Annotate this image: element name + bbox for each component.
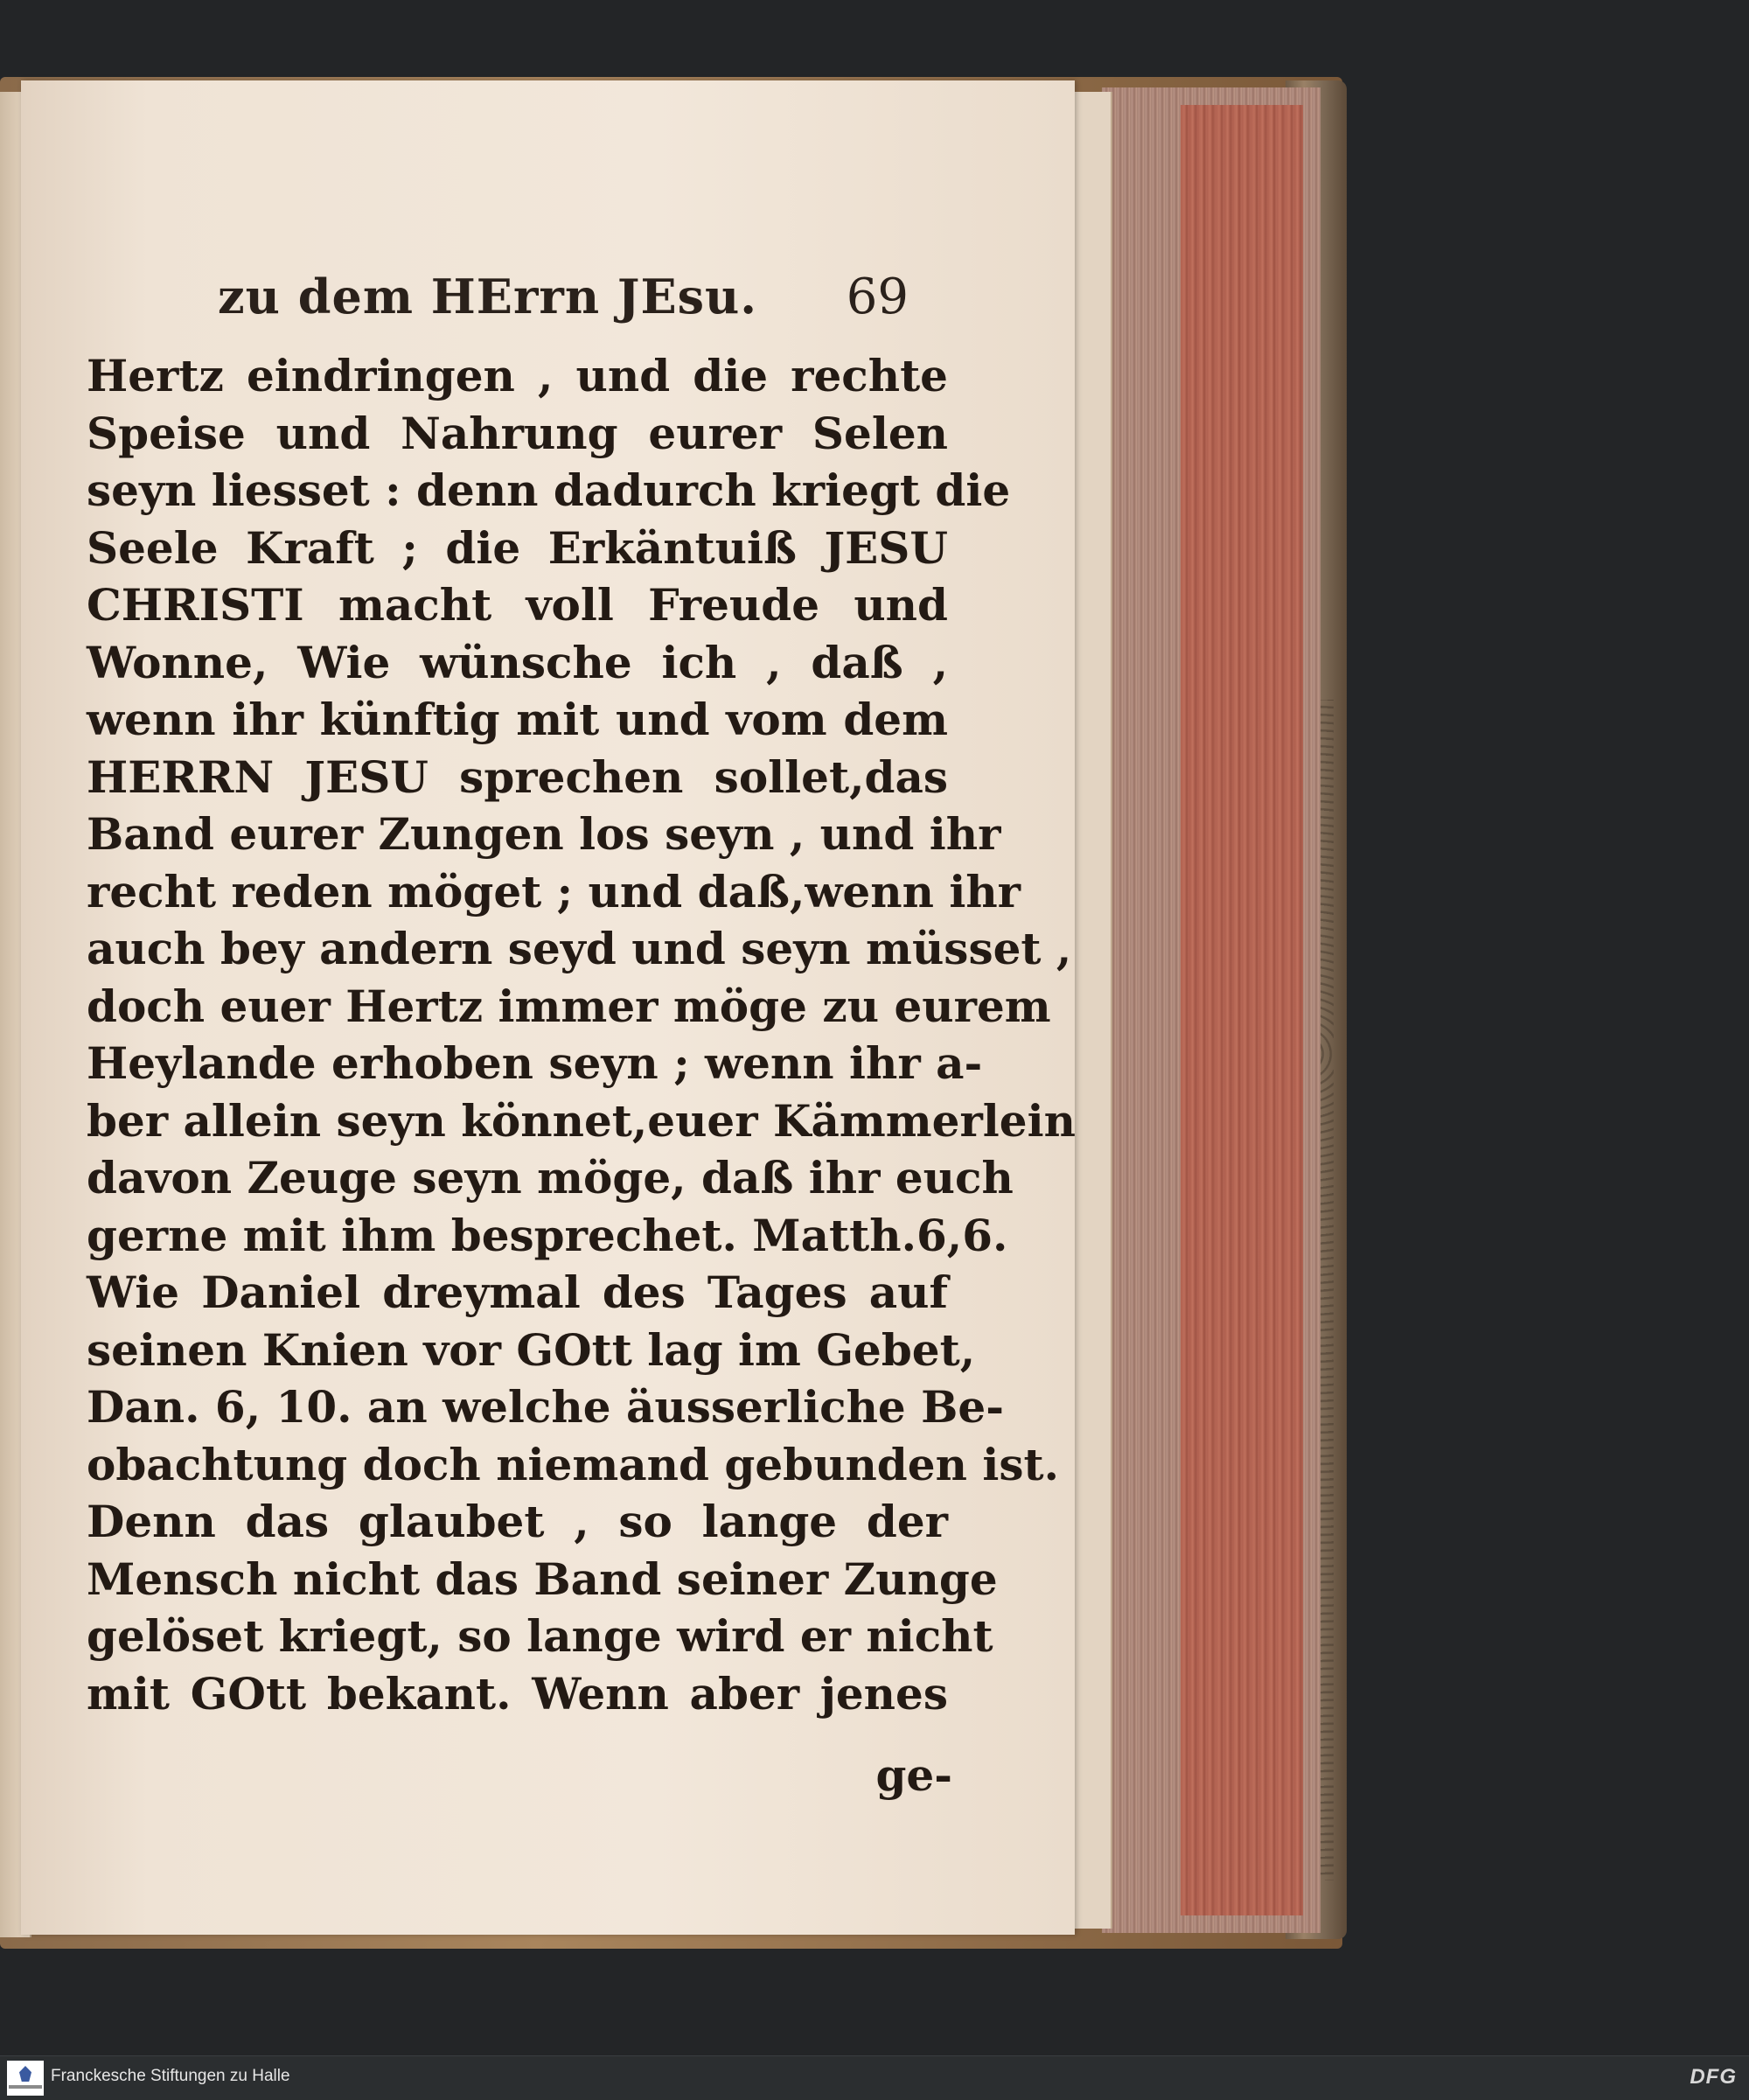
text-line: gelöset kriegt, so lange wird er nicht [87,1610,993,1662]
text-line: Speise und Nahrung eurer Selen [87,407,948,459]
text-line: davon Zeuge seyn möge, daß ihr euch [87,1152,1014,1203]
running-head [218,269,909,330]
page-edge [1071,92,1112,1929]
text-line: Denn das glaubet , so lange der [87,1496,948,1547]
book-page [21,80,1075,1935]
text-line: seyn liesset : denn dadurch kriegt die [87,464,1011,516]
logo-caption [9,2085,42,2089]
text-line: HERRN JESU sprechen sollet,das [87,750,948,803]
text-line: Band eurer Zungen los seyn , und ihr [87,808,1001,860]
text-line: seinen Knien vor GOtt lag im Gebet, [87,1323,976,1376]
text-line: Hertz eindringen , und die rechte [87,350,948,401]
text-line: Seele Kraft ; die Erkäntuiß JESU [87,521,948,574]
dfg-logo[interactable]: DFG [1690,2065,1737,2089]
text-line: mit GOtt bekant. Wenn aber jenes [87,1667,948,1720]
text-line: Wonne, Wie wünsche ich , daß , [87,636,948,688]
body-text [87,347,1076,1722]
text-line: doch euer Hertz immer möge zu eurem [87,980,1051,1032]
text-line: Mensch nicht das Band seiner Zunge [87,1552,998,1605]
text-line: Heylande erhoben seyn ; wenn ihr a- [87,1037,983,1089]
footer-bar [0,2055,1749,2100]
text-line: recht reden möget ; und daß,wenn ihr [87,865,1021,917]
text-line: obachtung doch niemand gebunden ist. [87,1438,1059,1490]
page-number: 69 [846,269,909,325]
francke-foundations-logo-icon[interactable] [7,2061,44,2096]
text-line: CHRISTI macht voll Freude und [87,579,948,631]
text-line: Dan. 6, 10. an welche äusserliche Be- [87,1381,1004,1433]
institution-name: Franckesche Stiftungen zu Halle [51,2067,290,2085]
running-head-title: zu dem HErrn JEsu. [218,269,758,324]
text-line: wenn ihr künftig mit und vom dem [87,694,948,745]
text-line: ber allein seyn könnet,euer Kämmerlein [87,1094,1076,1147]
text-line: gerne mit ihm besprechet. Matth.6,6. [87,1209,1008,1261]
red-page-edges [1181,105,1303,1915]
text-line: Wie Daniel dreymal des Tages auf [87,1266,948,1318]
text-line: auch bey andern seyd und seyn müsset , [87,923,1072,974]
catchword: ge- [875,1749,952,1801]
logo-emblem [19,2066,31,2082]
